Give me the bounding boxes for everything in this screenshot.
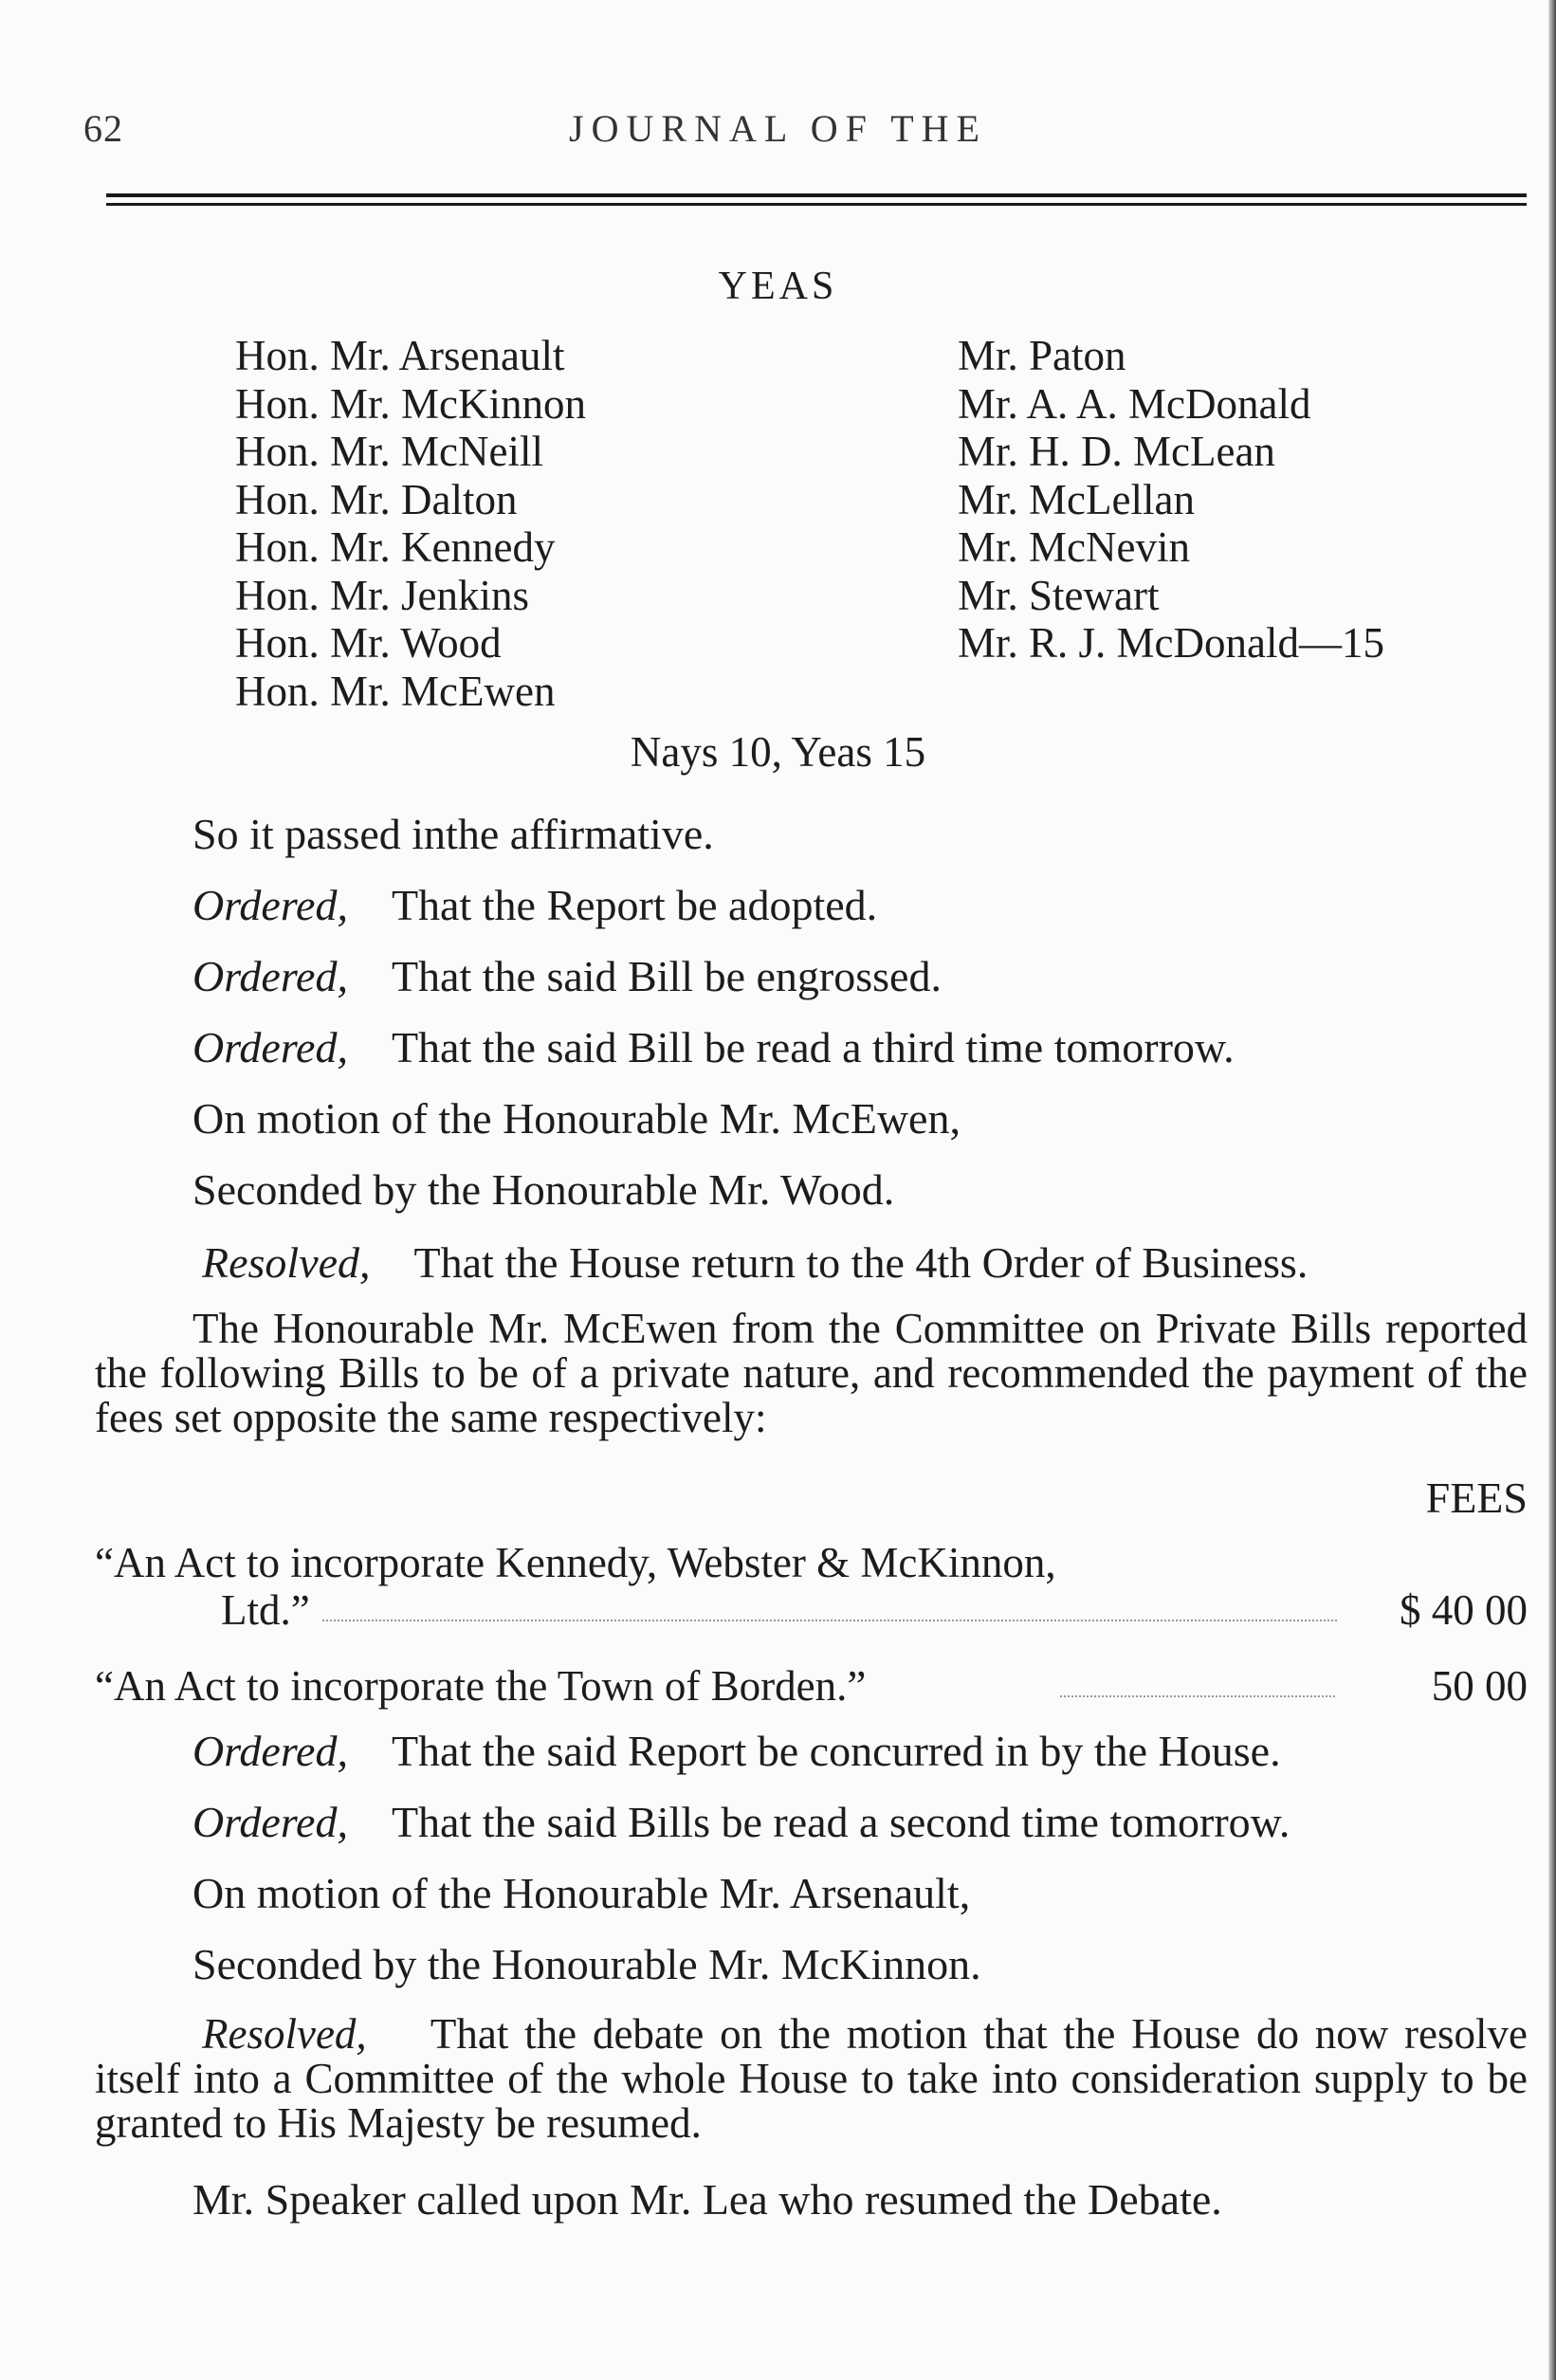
resolved-text: That the House return to the 4th Order of Business. — [413, 1238, 1309, 1287]
yea-member: Hon. Mr. Arsenault — [235, 332, 565, 379]
motion-line: On motion of the Honourable Mr. Arsenault, — [192, 1869, 971, 1917]
ordered-text: That the said Bill be read a third time tomorrow. — [391, 1023, 1235, 1071]
resolved-label: Resolved, — [202, 2010, 367, 2058]
page-number: 62 — [83, 107, 123, 150]
yeas-right-column — [958, 332, 1384, 668]
ordered-label: Ordered, — [192, 881, 348, 929]
resolved-text: That the debate on the motion that the House do now resolve itself into a Committee of the whole House to take into consideration supply to be granted to His Majesty be resumed. — [95, 2010, 1528, 2147]
committee-paragraph: The Honourable Mr. McEwen from the Committee on Private Bills reported the following Bills to be of a private nature, and recommended the payment of the fees set opposite the same respectively: — [95, 1305, 1528, 1441]
yea-member: Hon. Mr. Jenkins — [235, 571, 530, 619]
seconded-line: Seconded by the Honourable Mr. Wood. — [192, 1165, 895, 1214]
yea-member: Mr. R. J. McDonald—15 — [958, 619, 1384, 667]
yea-member: Mr. H. D. McLean — [958, 428, 1275, 475]
yea-member: Mr. McLellan — [958, 475, 1195, 523]
ordered-text: That the said Bills be read a second time tomorrow. — [391, 1798, 1291, 1846]
yea-member: Mr. McNevin — [958, 523, 1190, 571]
ordered-label: Ordered, — [192, 1798, 348, 1846]
ordered-text: That the said Bill be engrossed. — [391, 952, 942, 1000]
scan-edge-shadow — [1548, 0, 1556, 2380]
yea-member: Hon. Mr. McEwen — [235, 667, 556, 715]
ordered-line — [192, 1728, 1281, 1775]
speaker-line: Mr. Speaker called upon Mr. Lea who resumed the Debate. — [192, 2175, 1222, 2224]
ordered-label: Ordered, — [192, 1023, 348, 1071]
bill-title-continued: Ltd.” — [221, 1586, 310, 1634]
header-rule-bottom — [106, 203, 1527, 206]
yea-member: Hon. Mr. Wood — [235, 619, 502, 667]
yea-member: Hon. Mr. McKinnon — [235, 379, 586, 428]
yea-member: Mr. A. A. McDonald — [958, 379, 1311, 428]
seconded-line: Seconded by the Honourable Mr. McKinnon. — [192, 1940, 981, 1988]
bill-fee: $ 40 00 — [1400, 1586, 1528, 1634]
motion-line: On motion of the Honourable Mr. McEwen, — [192, 1094, 961, 1143]
vote-tally: Nays 10, Yeas 15 — [630, 728, 926, 776]
resolved-paragraph — [95, 2012, 1528, 2146]
ordered-text: That the said Report be concurred in by the House. — [391, 1727, 1281, 1775]
passed-line: So it passed inthe affirmative. — [192, 810, 714, 858]
ordered-label: Ordered, — [192, 952, 348, 1000]
header-rule-top — [106, 193, 1527, 197]
resolved-label: Resolved, — [202, 1238, 371, 1287]
fees-heading: FEES — [1425, 1474, 1528, 1522]
ordered-line — [192, 953, 942, 1000]
ordered-line — [192, 882, 877, 929]
yea-member: Hon. Mr. Dalton — [235, 475, 518, 523]
ordered-text: That the Report be adopted. — [391, 881, 878, 929]
dot-leader — [1060, 1695, 1335, 1697]
yea-member: Hon. Mr. Kennedy — [235, 523, 556, 571]
ordered-line — [192, 1799, 1290, 1846]
yea-member: Mr. Stewart — [958, 571, 1160, 619]
running-title: JOURNAL OF THE — [569, 107, 987, 150]
yea-member: Hon. Mr. McNeill — [235, 428, 543, 475]
yea-member: Mr. Paton — [958, 332, 1126, 379]
bill-fee: 50 00 — [1431, 1662, 1528, 1710]
bill-title: “An Act to incorporate the Town of Borden.” — [95, 1662, 867, 1710]
dot-leader — [322, 1620, 1337, 1621]
bill-title: “An Act to incorporate Kennedy, Webster & McKinnon, — [95, 1539, 1056, 1586]
ordered-label: Ordered, — [192, 1727, 348, 1775]
yeas-left-column — [235, 332, 586, 715]
ordered-line — [192, 1024, 1235, 1071]
resolved-line — [202, 1239, 1308, 1287]
yeas-heading: YEAS — [718, 265, 838, 308]
